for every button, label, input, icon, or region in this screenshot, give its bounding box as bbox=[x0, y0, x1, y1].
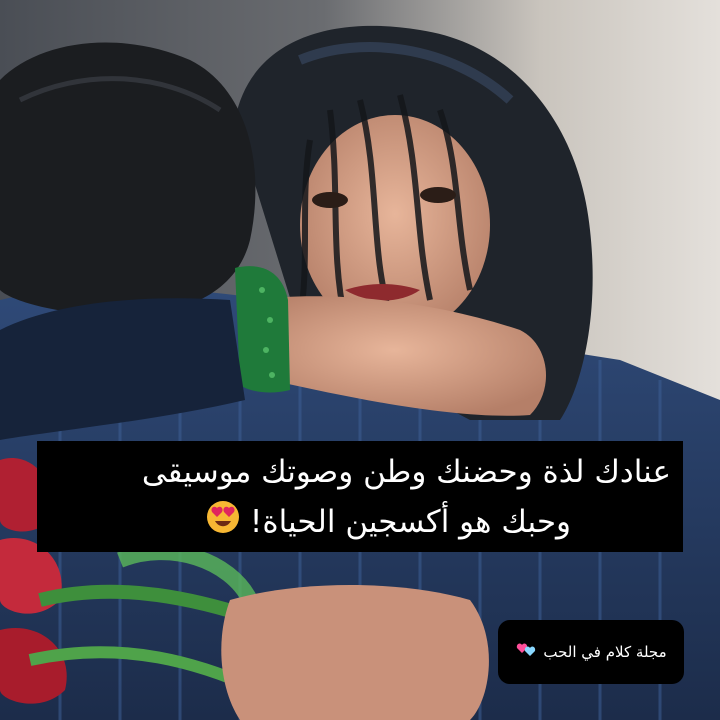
magazine-name: مجلة كلام في الحب bbox=[543, 643, 667, 661]
sparkling-hearts-icon bbox=[515, 641, 537, 663]
magazine-badge bbox=[498, 620, 684, 684]
quote-line-2-text: وحبك هو أكسجين الحياة! bbox=[249, 504, 571, 540]
quote-line-2 bbox=[49, 497, 671, 549]
heart-eyes-emoji-icon bbox=[206, 499, 240, 549]
quote-line-1: عنادك لذة وحضنك وطن وصوتك موسيقى bbox=[141, 454, 671, 490]
quote-caption bbox=[37, 441, 683, 552]
